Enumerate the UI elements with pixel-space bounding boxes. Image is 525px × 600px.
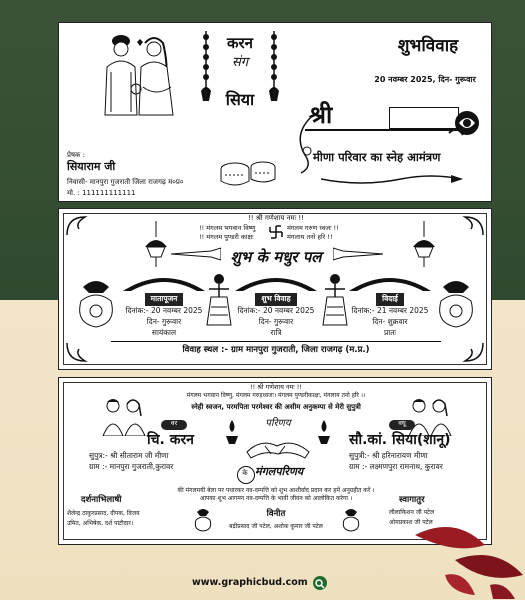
blessing-line-2: आपका शुभ आगमन नव-दम्पत्ति के भावी जीवन को आलोकित करेगा । [199, 495, 353, 502]
event-arch-2 [233, 271, 319, 291]
bride-village: ग्राम :- लक्ष्मणपुरा रामनाथ, कुरावर [349, 462, 443, 471]
couple-illustration [99, 27, 177, 117]
swagat-title: स्वागातुर [399, 495, 425, 505]
event-day: दिन- गुरूवार [146, 316, 182, 326]
swagat-line-1: लीलाकिशन जी पटेल [389, 509, 435, 516]
dancer-left-icon [205, 273, 233, 327]
bride-couple-illustration [405, 396, 453, 436]
event-block-vidai [345, 293, 435, 339]
event-date: दिनांक:- 20 नवम्बर 2025 [237, 305, 315, 315]
lamp-right-icon [317, 418, 331, 446]
sender-address: निवासी- मानपुरा गुजराती जिला राजगढ़ म०प्र० [67, 178, 184, 186]
darshan-line-2: उमित, अभिषेक, दर्श पाटीदार। [67, 520, 134, 527]
rose-icon [447, 103, 487, 143]
groom-father: सुपुत्र:- श्री सीताराम जी मीणा [89, 451, 169, 460]
mangal-line-left-2: !! मंगलम पुण्डरी काक्षः [199, 233, 254, 241]
groom-village: ग्राम :- मानपुरा गुजराती,कुरावर [89, 462, 174, 471]
shree-text: श्री [309, 100, 333, 129]
event-title: मातापूजन [145, 293, 184, 306]
event-title: शुभ विवाह [255, 293, 296, 306]
event-block-vivah [231, 293, 321, 339]
groom-name: चि. करन [147, 432, 194, 448]
mangal-line-right-2: मंगलाय तनो हरि !! [287, 233, 333, 241]
bride-name-bottom: सिया [225, 90, 255, 109]
mangal-line-right-1: मंगलम गरुण ध्वजः !! [287, 224, 339, 232]
schedule-title: शुभ के मधुर पल [230, 248, 322, 266]
family-invitation-title: मीणा परिवार का स्नेह आमंत्रण [313, 150, 441, 164]
dhol-drums-icon [217, 155, 281, 191]
venue-line: विवाह स्थल :- ग्राम मानपुरा गुजराती, जिला राजगढ़ (म.प्र.) [182, 345, 370, 355]
search-icon [313, 577, 327, 591]
event-time: रात्रि [270, 327, 282, 337]
mangal-parinay-script: मंगलपरिणय [255, 465, 304, 478]
shloka-line: मंगलम भगवान विष्णु, मंगलम गरुड़ध्वजः। मंगलम पुण्डरीकाक्षः, मंगलाय तनो हरि ।। [186, 392, 366, 399]
lamp-left-icon [225, 418, 239, 446]
groom-couple-illustration [99, 396, 147, 436]
swastik-icon [269, 225, 283, 239]
vineet-title: विनीत [266, 509, 286, 519]
swagat-line-2: ओमप्रकाश जी पटेल [389, 519, 433, 526]
kalash-small-right [341, 508, 361, 532]
vine-flourish [321, 171, 471, 187]
vineet-names: बद्रीप्रसाद जी पटेल, अशोक कुमार जी पटेल [229, 523, 323, 530]
invitation-line: स्नेही स्वजन, परमपिता परमेश्वर की असीम अनुकम्पा से मेरी सुपुत्री [191, 403, 361, 411]
event-arch-1 [121, 271, 207, 291]
event-date: दिनांक:- 21 नवम्बर 2025 [351, 305, 429, 315]
venue-divider [111, 341, 441, 342]
event-time: सायंकाल [151, 327, 177, 337]
groom-name-top: करन [227, 34, 253, 52]
wedding-date: 20 नवम्बर 2025, दिन- गुरूवार [374, 75, 476, 84]
blessing-line-1: की मंगलमयी बेला पर पधारकर नव-दम्पत्ति को शुभ आशीर्वाद प्रदान कर हमें अनुग्रहीत करें । [177, 487, 375, 494]
sender-name: सियाराम जी [67, 160, 116, 173]
event-day: दिन- शुक्रवार [372, 316, 408, 326]
hanging-lamp-right [411, 221, 437, 269]
kalash-right-icon [435, 279, 477, 329]
bride-name: सौ.कां. सिया(शानू) [349, 432, 451, 448]
invitation-cover-card [58, 22, 492, 202]
event-block-matapujan [119, 293, 209, 339]
bride-father: सुपुत्री:- श्री हरिनारायण मीणा [349, 451, 428, 460]
parinay-script: परिणय [265, 418, 291, 429]
event-title: विदाई [376, 293, 404, 306]
sang-text: संग [231, 55, 249, 70]
swirl-ornament [291, 115, 321, 175]
joined-hands-icon [245, 432, 311, 462]
red-petals-decoration [405, 515, 525, 600]
mangal-line-left-1: !! मंगलम भगवान विष्णु [199, 224, 256, 232]
sender-label: प्रेषक : [67, 151, 85, 159]
darshan-line-1: शैलेन्द्र ठाकुरप्रसाद, दीपक, विजय [67, 510, 140, 517]
event-date: दिनांक:- 20 नवम्बर 2025 [125, 305, 203, 315]
search-badge[interactable] [313, 576, 327, 590]
event-arch-3 [347, 271, 433, 291]
darshan-title: दर्शनाभिलाषी [81, 495, 122, 505]
ganesh-invocation: !! श्री गणेशाय नमः !! [249, 383, 302, 391]
groom-tag-label: वर [170, 419, 178, 427]
kalash-left-icon [75, 279, 117, 329]
event-time: प्रातः [384, 327, 396, 337]
event-schedule-card [58, 208, 492, 370]
event-day: दिन- गुरूवार [258, 316, 294, 326]
sender-mobile: मो. : 111111111111 [67, 189, 136, 197]
hanging-lamp-left [143, 221, 169, 269]
saath-text: के [242, 469, 248, 477]
shubh-vivah-heading: शुभविवाह [397, 36, 459, 56]
ganesh-invocation: !! श्री गणेशाय नमः !! [247, 214, 304, 222]
shree-underline [305, 129, 465, 131]
website-link[interactable]: www.graphicbud.com [192, 577, 308, 588]
bride-tag-label: वधू [398, 419, 406, 427]
